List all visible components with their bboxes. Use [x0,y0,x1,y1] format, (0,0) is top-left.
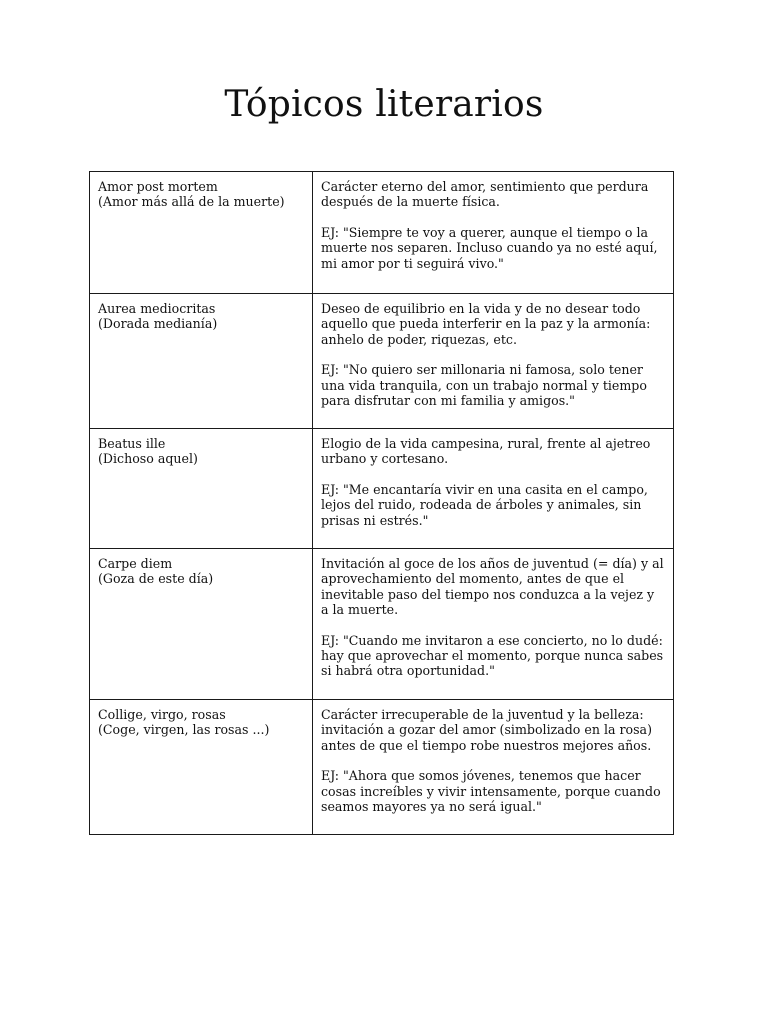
table-row [90,549,674,700]
topic-description-cell [313,172,674,294]
topic-example: EJ: "Me encantaría vivir en una casita en el campo, lejos del ruido, rodeada de árboles y animales, sin prisas ni estrés." [321,481,648,528]
topic-description: Deseo de equilibrio en la vida y de no desear todo aquello que pueda interferir en la paz y la armonía: anhelo de poder, riquezas, etc. [321,301,651,347]
topic-name: Beatus ille [98,436,166,451]
topic-name-cell [90,172,313,294]
topic-name-cell [90,294,313,429]
topic-example: EJ: "No quiero ser millonaria ni famosa, solo tener una vida tranquila, con un trabajo normal y tiempo para disfrutar con mi familia y amigos." [321,362,647,409]
topic-translation: (Coge, virgen, las rosas ...) [98,722,270,738]
topic-description-cell [313,429,674,549]
topic-translation: (Dichoso aquel) [98,451,198,467]
topic-example: EJ: "Siempre te voy a querer, aunque el tiempo o la muerte nos separen. Incluso cuando ya no esté aquí, mi amor por ti seguirá vivo." [321,224,658,271]
topic-example: EJ: "Cuando me invitaron a ese concierto, no lo dudé: hay que aprovechar el momento, porque nunca sabes si habrá otra oportunidad." [321,632,664,679]
topic-name: Collige, virgo, rosas [98,707,226,722]
topic-name-cell [90,429,313,549]
topic-translation: (Goza de este día) [98,571,214,587]
topic-description: Carácter eterno del amor, sentimiento que perdura después de la muerte física. [321,179,649,210]
topic-description-cell [313,294,674,429]
table-row [90,294,674,429]
topic-description-cell [313,700,674,835]
topic-name: Amor post mortem [98,179,218,194]
table-row [90,429,674,549]
topic-name: Aurea mediocritas [98,301,216,316]
topics-table [89,171,674,835]
topic-translation: (Dorada medianía) [98,316,218,332]
topic-name-cell [90,700,313,835]
topic-translation: (Amor más allá de la muerte) [98,194,285,210]
page-title: Tópicos literarios [224,84,544,125]
topic-description-cell [313,549,674,700]
topic-description: Invitación al goce de los años de juventud (= día) y al aprovechamiento del momento, antes de que el inevitable paso del tiempo nos conduzca a la vejez y a la muerte. [321,556,664,618]
topic-description: Elogio de la vida campesina, rural, frente al ajetreo urbano y cortesano. [321,436,651,467]
topic-name-cell [90,549,313,700]
topic-example: EJ: "Ahora que somos jóvenes, tenemos que hacer cosas increíbles y vivir intensamente, porque cuando seamos mayores ya no será igual." [321,768,661,815]
topic-description: Carácter irrecuperable de la juventud y la belleza: invitación a gozar del amor (simbolizado en la rosa) antes de que el tiempo robe nuestros mejores años. [321,707,652,753]
topic-name: Carpe diem [98,556,173,571]
table-row [90,172,674,294]
table-row [90,700,674,835]
